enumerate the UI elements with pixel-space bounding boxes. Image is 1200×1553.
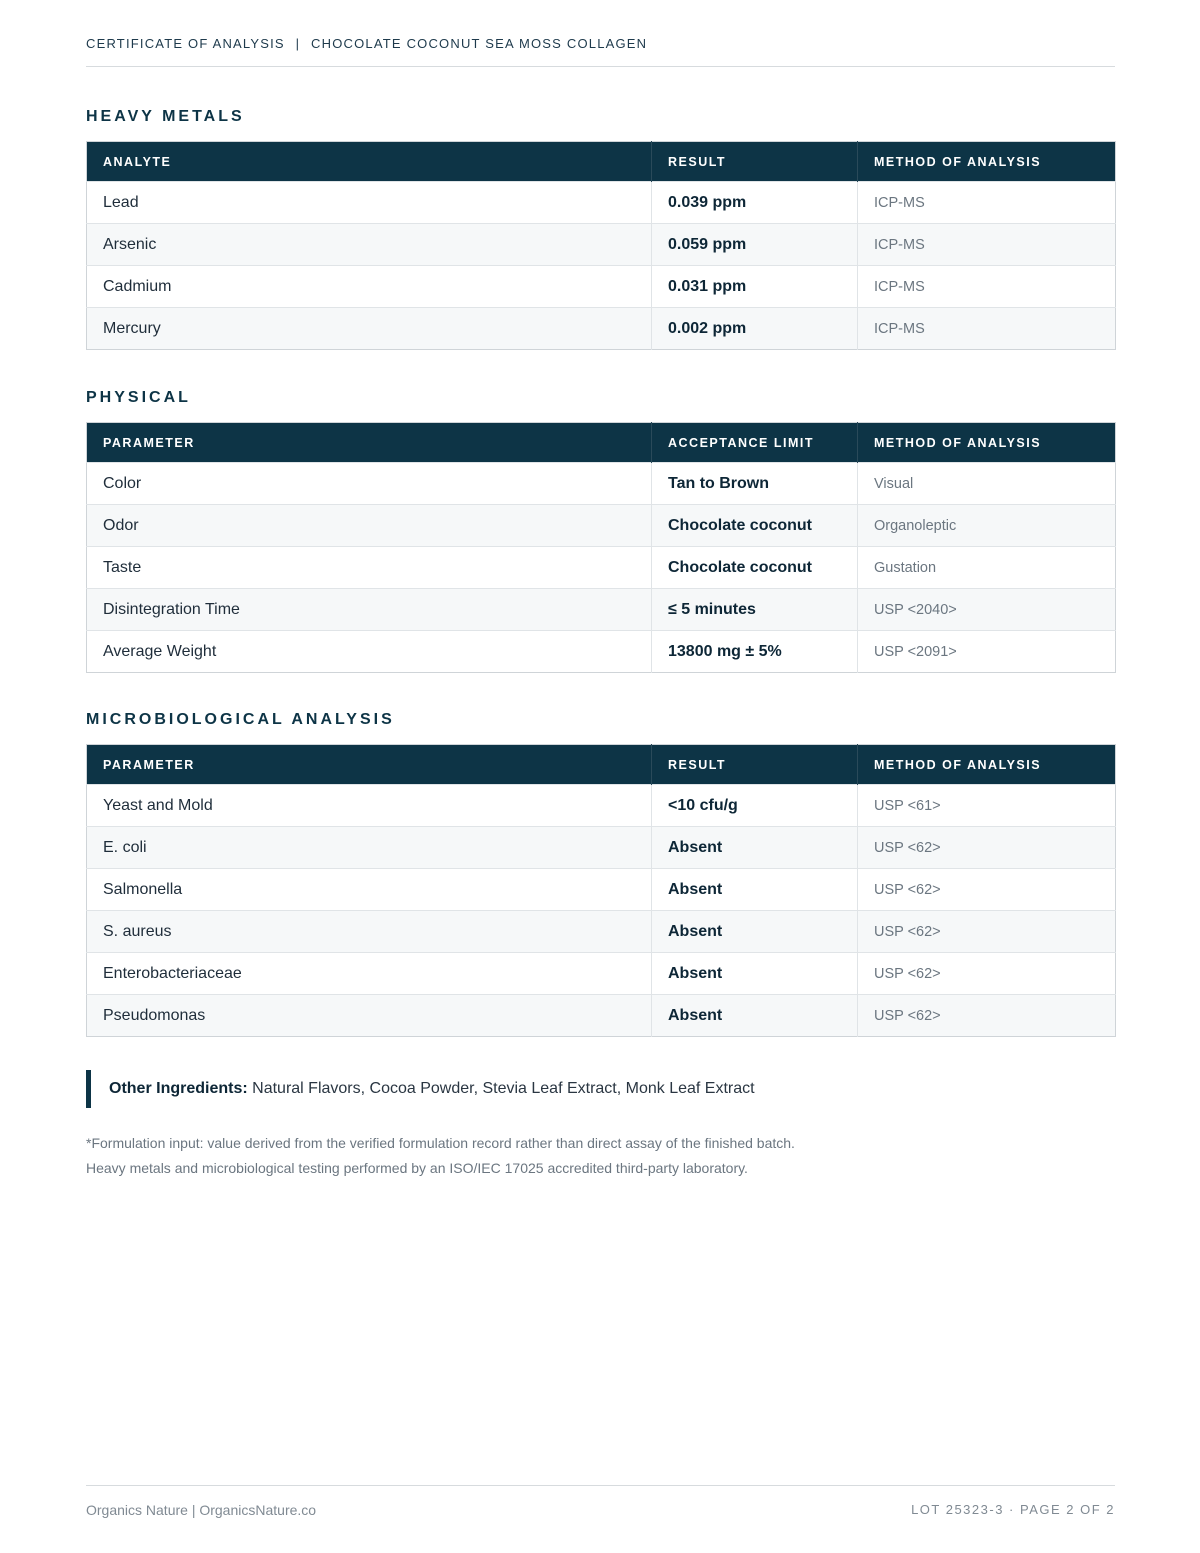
parameter-name: Color [87,463,652,505]
footnotes [86,1131,1115,1181]
other-ingredients-callout [86,1070,755,1108]
column-header-parameter: PARAMETER [87,423,652,463]
table-row [87,547,1116,589]
column-header-acceptance-limit: ACCEPTANCE LIMIT [652,423,858,463]
table-row [87,266,1116,308]
analysis-method: USP <2091> [858,631,1116,673]
footer-brand: Organics Nature | OrganicsNature.co [86,1502,317,1518]
analysis-method: Gustation [858,547,1116,589]
parameter-name: S. aureus [87,911,652,953]
table-header-row [87,142,1116,182]
table-header-row [87,423,1116,463]
formulation-note: *Formulation input: value derived from the verified formulation record rather than direct assay of the finished batch. [86,1135,795,1151]
analysis-method: USP <62> [858,953,1116,995]
analysis-method: USP <62> [858,911,1116,953]
analysis-method: ICP-MS [858,182,1116,224]
analyte-result: 0.059 ppm [652,224,858,266]
acceptance-limit: 13800 mg ± 5% [652,631,858,673]
test-result: Absent [652,827,858,869]
table-row [87,869,1116,911]
acceptance-limit: ≤ 5 minutes [652,589,858,631]
analysis-method: USP <62> [858,869,1116,911]
other-ingredients-label: Other Ingredients: [109,1080,248,1097]
analyte-name: Cadmium [87,266,652,308]
acceptance-limit: Chocolate coconut [652,547,858,589]
table-row [87,182,1116,224]
analyte-result: 0.002 ppm [652,308,858,350]
column-header-result: RESULT [652,142,858,182]
physical-table [86,422,1116,673]
microbiological-table [86,744,1116,1037]
column-header-result: RESULT [652,745,858,785]
page-header [86,36,1115,51]
physical-title: PHYSICAL [86,389,191,406]
analysis-method: Visual [858,463,1116,505]
footer-page-info: LOT 25323-3 · PAGE 2 OF 2 [911,1502,1115,1517]
table-row [87,589,1116,631]
test-result: Absent [652,911,858,953]
analyte-result: 0.031 ppm [652,266,858,308]
table-row [87,308,1116,350]
heavy-metals-title: HEAVY METALS [86,108,245,125]
heavy-metals-table [86,141,1116,350]
product-name: CHOCOLATE COCONUT SEA MOSS COLLAGEN [311,36,648,51]
document-title: CERTIFICATE OF ANALYSIS [86,36,285,51]
analysis-method: USP <62> [858,827,1116,869]
analyte-name: Arsenic [87,224,652,266]
parameter-name: Pseudomonas [87,995,652,1037]
parameter-name: Salmonella [87,869,652,911]
table-row [87,224,1116,266]
footer-divider [86,1485,1115,1486]
acceptance-limit: Tan to Brown [652,463,858,505]
parameter-name: Odor [87,505,652,547]
analyte-name: Mercury [87,308,652,350]
table-row [87,827,1116,869]
column-header-method: METHOD OF ANALYSIS [858,745,1116,785]
test-result: Absent [652,995,858,1037]
header-divider [86,66,1115,67]
analysis-method: ICP-MS [858,266,1116,308]
column-header-parameter: PARAMETER [87,745,652,785]
parameter-name: Yeast and Mold [87,785,652,827]
analysis-method: ICP-MS [858,224,1116,266]
table-row [87,631,1116,673]
parameter-name: Taste [87,547,652,589]
table-row [87,463,1116,505]
analysis-method: USP <62> [858,995,1116,1037]
header-separator: | [295,36,301,51]
microbiological-title: MICROBIOLOGICAL ANALYSIS [86,711,395,728]
acceptance-limit: Chocolate coconut [652,505,858,547]
table-row [87,785,1116,827]
parameter-name: E. coli [87,827,652,869]
analysis-method: Organoleptic [858,505,1116,547]
analysis-method: USP <2040> [858,589,1116,631]
parameter-name: Average Weight [87,631,652,673]
column-header-analyte: ANALYTE [87,142,652,182]
analysis-method: ICP-MS [858,308,1116,350]
test-result: Absent [652,953,858,995]
table-row [87,505,1116,547]
table-row [87,911,1116,953]
column-header-method: METHOD OF ANALYSIS [858,423,1116,463]
parameter-name: Enterobacteriaceae [87,953,652,995]
test-result: Absent [652,869,858,911]
column-header-method: METHOD OF ANALYSIS [858,142,1116,182]
table-row [87,953,1116,995]
analyte-result: 0.039 ppm [652,182,858,224]
testing-note: Heavy metals and microbiological testing performed by an ISO/IEC 17025 accredited third-party laboratory. [86,1160,748,1176]
analysis-method: USP <61> [858,785,1116,827]
test-result: <10 cfu/g [652,785,858,827]
table-row [87,995,1116,1037]
parameter-name: Disintegration Time [87,589,652,631]
table-header-row [87,745,1116,785]
analyte-name: Lead [87,182,652,224]
other-ingredients-text: Natural Flavors, Cocoa Powder, Stevia Leaf Extract, Monk Leaf Extract [252,1080,755,1097]
